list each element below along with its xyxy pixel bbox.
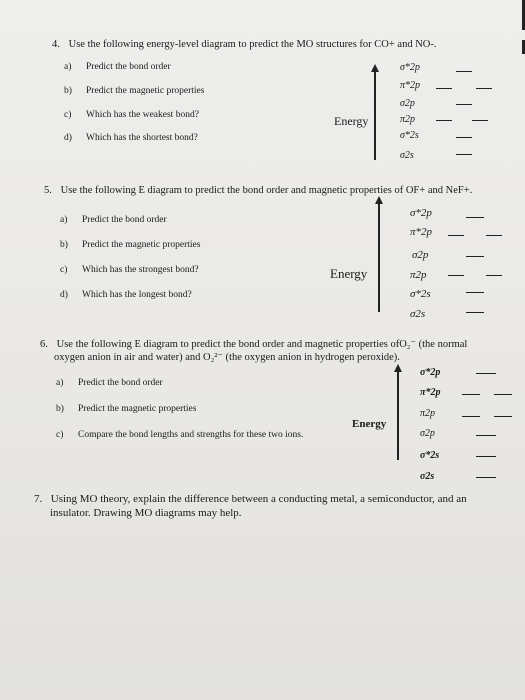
question-text-line1: Use the following E diagram to predict the bond order and magnetic properties ofO₂⁻ (the normal [56, 339, 468, 350]
energy-label: Energy [334, 114, 369, 128]
question-number: 5. [44, 185, 52, 196]
orbital-level [456, 154, 472, 155]
q6-part-a: a) Predict the bond order [56, 378, 163, 388]
q5-part-c: c) Which has the strongest bond? [60, 265, 199, 275]
orbital-level [494, 416, 512, 417]
question-number: 4. [52, 39, 60, 50]
energy-axis [397, 370, 399, 460]
orbital-label: σ*2s [410, 288, 431, 300]
orbital-label: σ2p [400, 98, 415, 109]
orbital-label: π*2p [420, 387, 441, 398]
question-7 [34, 493, 467, 506]
question-6 [40, 338, 467, 351]
orbital-level [466, 292, 484, 293]
orbital-label: σ*2s [400, 130, 419, 141]
orbital-level [448, 235, 464, 236]
orbital-level [494, 394, 512, 395]
orbital-level [436, 120, 452, 121]
question-5 [44, 184, 472, 197]
orbital-level [486, 235, 502, 236]
orbital-level [456, 71, 472, 72]
orbital-level [436, 88, 452, 89]
question-text-line2: oxygen anion in air and water) and O₂²⁻ (the oxygen anion in hydrogen peroxide). [54, 352, 400, 363]
orbital-label: σ2s [420, 471, 435, 482]
q5-part-a: a) Predict the bond order [60, 215, 167, 225]
orbital-label: σ*2s [420, 450, 440, 461]
orbital-level [472, 120, 488, 121]
orbital-label: σ2s [410, 308, 426, 320]
orbital-label: σ*2p [400, 62, 420, 73]
orbital-level [486, 275, 502, 276]
orbital-level [466, 217, 484, 218]
orbital-label: σ2p [412, 249, 429, 261]
q6-part-c: c) Compare the bond lengths and strengths for these two ions. [56, 430, 304, 440]
orbital-label: π2p [410, 269, 427, 281]
question-6-cont [54, 351, 400, 364]
orbital-level [476, 435, 496, 436]
q5-part-b: b) Predict the magnetic properties [60, 240, 201, 250]
orbital-label: π*2p [410, 226, 433, 238]
orbital-label: π2p [420, 408, 436, 419]
orbital-level [456, 137, 472, 138]
energy-axis [378, 202, 380, 312]
q4-part-b: b) Predict the magnetic properties [64, 86, 205, 96]
question-text-line1: Using MO theory, explain the difference between a conducting metal, a semiconductor, and an [50, 493, 467, 505]
energy-label: Energy [352, 418, 387, 430]
q6-part-b: b) Predict the magnetic properties [56, 404, 197, 414]
orbital-level [456, 104, 472, 105]
question-number: 6. [40, 339, 48, 350]
orbital-label: σ2p [420, 428, 435, 439]
orbital-label: π2p [400, 114, 416, 125]
question-text-line2: insulator. Drawing MO diagrams may help. [50, 507, 242, 519]
orbital-level [462, 416, 480, 417]
q4-part-d: d) Which has the shortest bond? [64, 133, 198, 143]
orbital-level [466, 256, 484, 257]
orbital-label: π*2p [400, 80, 421, 91]
orbital-label: σ2s [400, 150, 414, 161]
orbital-level [476, 456, 496, 457]
orbital-label: σ*2p [410, 207, 432, 219]
orbital-level [476, 373, 496, 374]
orbital-level [466, 312, 484, 313]
question-number: 7. [34, 493, 43, 505]
orbital-level [476, 88, 492, 89]
orbital-level [448, 275, 464, 276]
q4-part-c: c) Which has the weakest bond? [64, 110, 199, 120]
energy-label: Energy [330, 266, 368, 281]
orbital-level [476, 477, 496, 478]
energy-axis [374, 70, 376, 160]
question-4 [52, 38, 437, 51]
q4-part-a: a) Predict the bond order [64, 62, 171, 72]
orbital-label: σ*2p [420, 367, 441, 378]
question-text: Use the following energy-level diagram to predict the MO structures for CO+ and NO-. [68, 39, 437, 50]
orbital-level [462, 394, 480, 395]
question-7-cont [50, 507, 242, 520]
q5-part-d: d) Which has the longest bond? [60, 290, 192, 300]
question-text: Use the following E diagram to predict the bond order and magnetic properties of OF+ and NeF+. [60, 185, 473, 196]
